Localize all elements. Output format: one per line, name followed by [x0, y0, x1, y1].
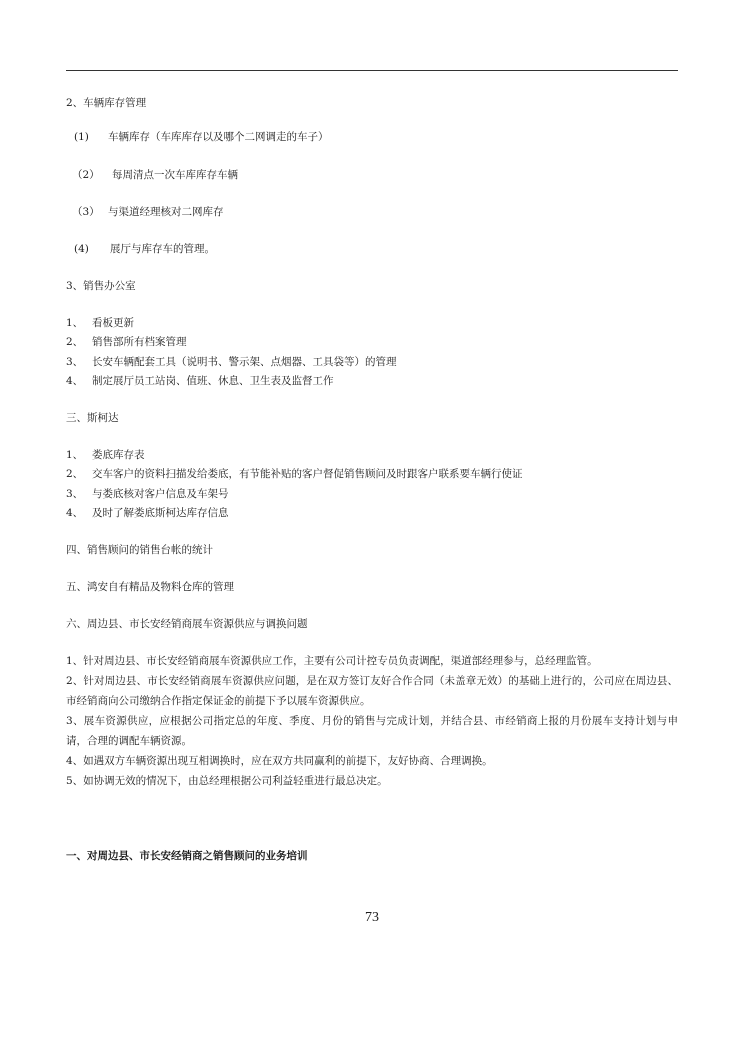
item-text: 交车客户的资料扫描发给娄底，有节能补贴的客户督促销售顾问及时跟客户联系要车辆行使证 [92, 468, 523, 480]
item-text: 与娄底核对客户信息及车架号 [92, 488, 229, 500]
paragraph: 2、针对周边县、市长安经销商展车资源供应问题，是在双方签订友好合作合同（未盖章无效）的基础上进行的，公司应在周边县、市经销商向公司缴纳合作指定保证金的前提下予以展车资源供应。 [66, 675, 678, 707]
item-number: 3、 [66, 488, 84, 500]
section-three-title: 三、斯柯达 [66, 412, 119, 424]
paragraph: 3、展车资源供应，应根据公司指定总的年度、季度、月份的销售与完成计划，并结合县、市经销商上报的月份展车支持计划与申请，合理的调配车辆资源。 [66, 715, 678, 747]
item-number: 2、 [66, 468, 84, 480]
item-number: (4) [74, 243, 89, 255]
item-text: 长安车辆配套工具（说明书、警示架、点烟器、工具袋等）的管理 [92, 356, 397, 368]
s3-item-1 [66, 316, 134, 330]
page-number: 73 [365, 910, 379, 925]
section-four-title: 四、销售顾问的销售台帐的统计 [66, 544, 213, 556]
item-text: 车辆库存（车库库存以及哪个二网调走的车子） [108, 131, 329, 143]
s2-item-2 [72, 168, 238, 182]
section-2-title: 2、车辆库存管理 [66, 97, 147, 109]
item-number: 4、 [66, 375, 84, 387]
item-text: 与渠道经理核对二网库存 [108, 206, 224, 218]
header-rule [66, 70, 678, 71]
item-text: 娄底库存表 [92, 449, 145, 461]
bold-heading: 一、对周边县、市长安经销商之销售顾问的业务培训 [66, 850, 308, 862]
item-text: 看板更新 [92, 317, 134, 329]
item-number: （3） [72, 206, 100, 218]
s2-item-3 [72, 205, 224, 219]
section-six-body [66, 651, 678, 791]
s2-item-1 [74, 130, 329, 144]
item-text: 及时了解娄底斯柯达库存信息 [92, 507, 229, 519]
item-number: （2） [72, 169, 100, 181]
section-five-title: 五、鸿安自有精品及物料仓库的管理 [66, 581, 234, 593]
item-number: 4、 [66, 507, 84, 519]
s-three-item-3 [66, 487, 229, 501]
item-number: 3、 [66, 356, 84, 368]
item-text: 制定展厅员工站岗、值班、休息、卫生表及监督工作 [92, 375, 334, 387]
s3-item-2 [66, 335, 187, 349]
s-three-item-2 [66, 467, 523, 481]
s-three-item-1 [66, 448, 145, 462]
item-text: 销售部所有档案管理 [92, 336, 187, 348]
item-text: 展厅与库存车的管理。 [110, 243, 215, 255]
section-3-title: 3、销售办公室 [66, 280, 136, 292]
s3-item-3 [66, 355, 397, 369]
item-number: 1、 [66, 449, 84, 461]
s-three-item-4 [66, 506, 229, 520]
item-number: (1) [74, 131, 89, 143]
paragraph: 4、如遇双方车辆资源出现互相调换时，应在双方共同赢利的前提下，友好协商、合理调换。 [66, 755, 493, 767]
item-number: 1、 [66, 317, 84, 329]
s2-item-4 [74, 242, 215, 256]
item-number: 2、 [66, 336, 84, 348]
s3-item-4 [66, 374, 334, 388]
item-text: 每周清点一次车库库存车辆 [112, 169, 238, 181]
paragraph: 1、针对周边县、市长安经销商展车资源供应工作，主要有公司计控专员负责调配，渠道部经理参与，总经理监管。 [66, 655, 598, 667]
section-six-title: 六、周边县、市长安经销商展车资源供应与调换问题 [66, 618, 308, 630]
paragraph: 5、如协调无效的情况下，由总经理根据公司利益轻重进行最总决定。 [66, 775, 388, 787]
